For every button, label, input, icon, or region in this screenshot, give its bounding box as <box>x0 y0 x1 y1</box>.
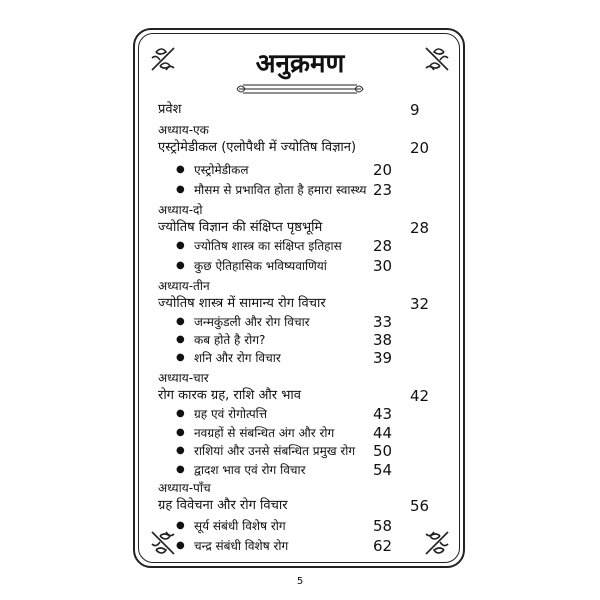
toc-entry-title: ज्योतिष शास्त्र का संक्षिप्त इतिहास <box>194 239 342 253</box>
toc-entry <box>0 138 600 158</box>
bullet-icon: ● <box>176 316 185 327</box>
bullet-icon: ● <box>176 164 185 175</box>
toc-entry <box>0 441 600 461</box>
toc-entry-title: ग्रह विवेचना और रोग विचार <box>158 498 288 513</box>
toc-entry <box>0 312 600 332</box>
toc-entry-page-number: 39 <box>373 349 393 367</box>
toc-entry-title: द्वादश भाव एवं रोग विचार <box>194 463 306 477</box>
bullet-icon: ● <box>176 240 185 251</box>
toc-entry-page-number: 20 <box>373 161 393 179</box>
toc-entry-title: चन्द्र संबंधी विशेष रोग <box>194 539 289 553</box>
bullet-icon: ● <box>176 184 185 195</box>
toc-entry <box>0 423 600 443</box>
chapter-label <box>0 276 600 296</box>
toc-entry-title: जन्मकुंडली और रोग विचार <box>194 315 310 329</box>
toc-entry-title: कुछ ऐतिहासिक भविष्यवाणियां <box>194 259 327 273</box>
toc-entry <box>0 496 600 516</box>
toc-entry-page-number: 42 <box>410 387 430 405</box>
bullet-icon: ● <box>176 260 185 271</box>
toc-entry <box>0 256 600 276</box>
toc-entry <box>0 516 600 536</box>
bullet-icon: ● <box>176 427 185 438</box>
chapter-label <box>0 120 600 140</box>
bullet-icon: ● <box>176 464 185 475</box>
chapter-label <box>0 368 600 388</box>
toc-entry <box>0 330 600 350</box>
title-divider-ornament-icon <box>235 82 365 96</box>
toc-entry-title: ज्योतिष शास्त्र में सामान्य रोग विचार <box>158 296 326 311</box>
toc-entry-page-number: 56 <box>410 497 430 515</box>
page-title: अनुक्रमण <box>255 49 345 79</box>
footer-page-number: 5 <box>296 576 304 587</box>
toc-entry-title: एस्ट्रोमेडीकल (एलोपैथी में ज्योतिष विज्ञान) <box>158 140 357 155</box>
bullet-icon: ● <box>176 520 185 531</box>
bullet-icon: ● <box>176 445 185 456</box>
toc-entry-page-number: 28 <box>373 237 393 255</box>
toc-entry-page-number: 28 <box>410 219 430 237</box>
toc-entry-page-number: 58 <box>373 517 393 535</box>
toc-entry-page-number: 30 <box>373 257 393 275</box>
toc-entry-title: अध्याय-दो <box>158 203 203 217</box>
toc-entry-title: प्रवेश <box>158 102 182 117</box>
toc-entry <box>0 536 600 556</box>
toc-entry-page-number: 20 <box>410 139 430 157</box>
toc-entry-title: ज्योतिष विज्ञान की संक्षिप्त पृष्ठभूमि <box>158 220 323 235</box>
toc-entry-title: नवग्रहों से संबन्धित अंग और रोग <box>194 426 335 440</box>
bullet-icon: ● <box>176 408 185 419</box>
toc-entry-page-number: 23 <box>373 181 393 199</box>
bullet-icon: ● <box>176 540 185 551</box>
bullet-icon: ● <box>176 334 185 345</box>
bullet-icon: ● <box>176 352 185 363</box>
toc-entry-page-number: 33 <box>373 313 393 331</box>
toc-entry-page-number: 43 <box>373 405 393 423</box>
toc-entry-page-number: 62 <box>373 537 393 555</box>
toc-entry <box>0 100 600 120</box>
toc-entry-title: अध्याय-एक <box>158 123 209 137</box>
toc-entry-title: एस्ट्रोमेडीकल <box>194 163 249 177</box>
toc-entry-page-number: 54 <box>373 461 393 479</box>
toc-entry-title: राशियां और उनसे संबन्धित प्रमुख रोग <box>194 444 356 458</box>
toc-entry <box>0 236 600 256</box>
toc-entry-page-number: 9 <box>410 101 420 119</box>
toc-entry-title: अध्याय-चार <box>158 371 209 385</box>
toc-entry <box>0 460 600 480</box>
toc-entry-title: शनि और रोग विचार <box>194 351 281 365</box>
toc-entry-page-number: 44 <box>373 424 393 442</box>
toc-entry <box>0 348 600 368</box>
chapter-label <box>0 200 600 220</box>
toc-entry <box>0 218 600 238</box>
toc-entry-page-number: 50 <box>373 442 393 460</box>
toc-entry-title: अध्याय-पाँच <box>158 481 211 495</box>
toc-entry <box>0 294 600 314</box>
chapter-label <box>0 478 600 498</box>
toc-entry-title: ग्रह एवं रोगोत्पत्ति <box>194 407 268 421</box>
toc-entry-title: मौसम से प्रभावित होता है हमारा स्वास्थ्य <box>194 183 367 197</box>
toc-entry <box>0 386 600 406</box>
toc-entry-page-number: 32 <box>410 295 430 313</box>
toc-entry <box>0 404 600 424</box>
toc-entry-title: अध्याय-तीन <box>158 279 210 293</box>
toc-entry-title: सूर्य संबंधी विशेष रोग <box>194 519 286 533</box>
toc-entry <box>0 160 600 180</box>
toc-entry-page-number: 38 <box>373 331 393 349</box>
toc-entry <box>0 180 600 200</box>
toc-entry-title: रोग कारक ग्रह, राशि और भाव <box>158 388 301 403</box>
toc-entry-title: कब होते है रोग? <box>194 333 266 347</box>
